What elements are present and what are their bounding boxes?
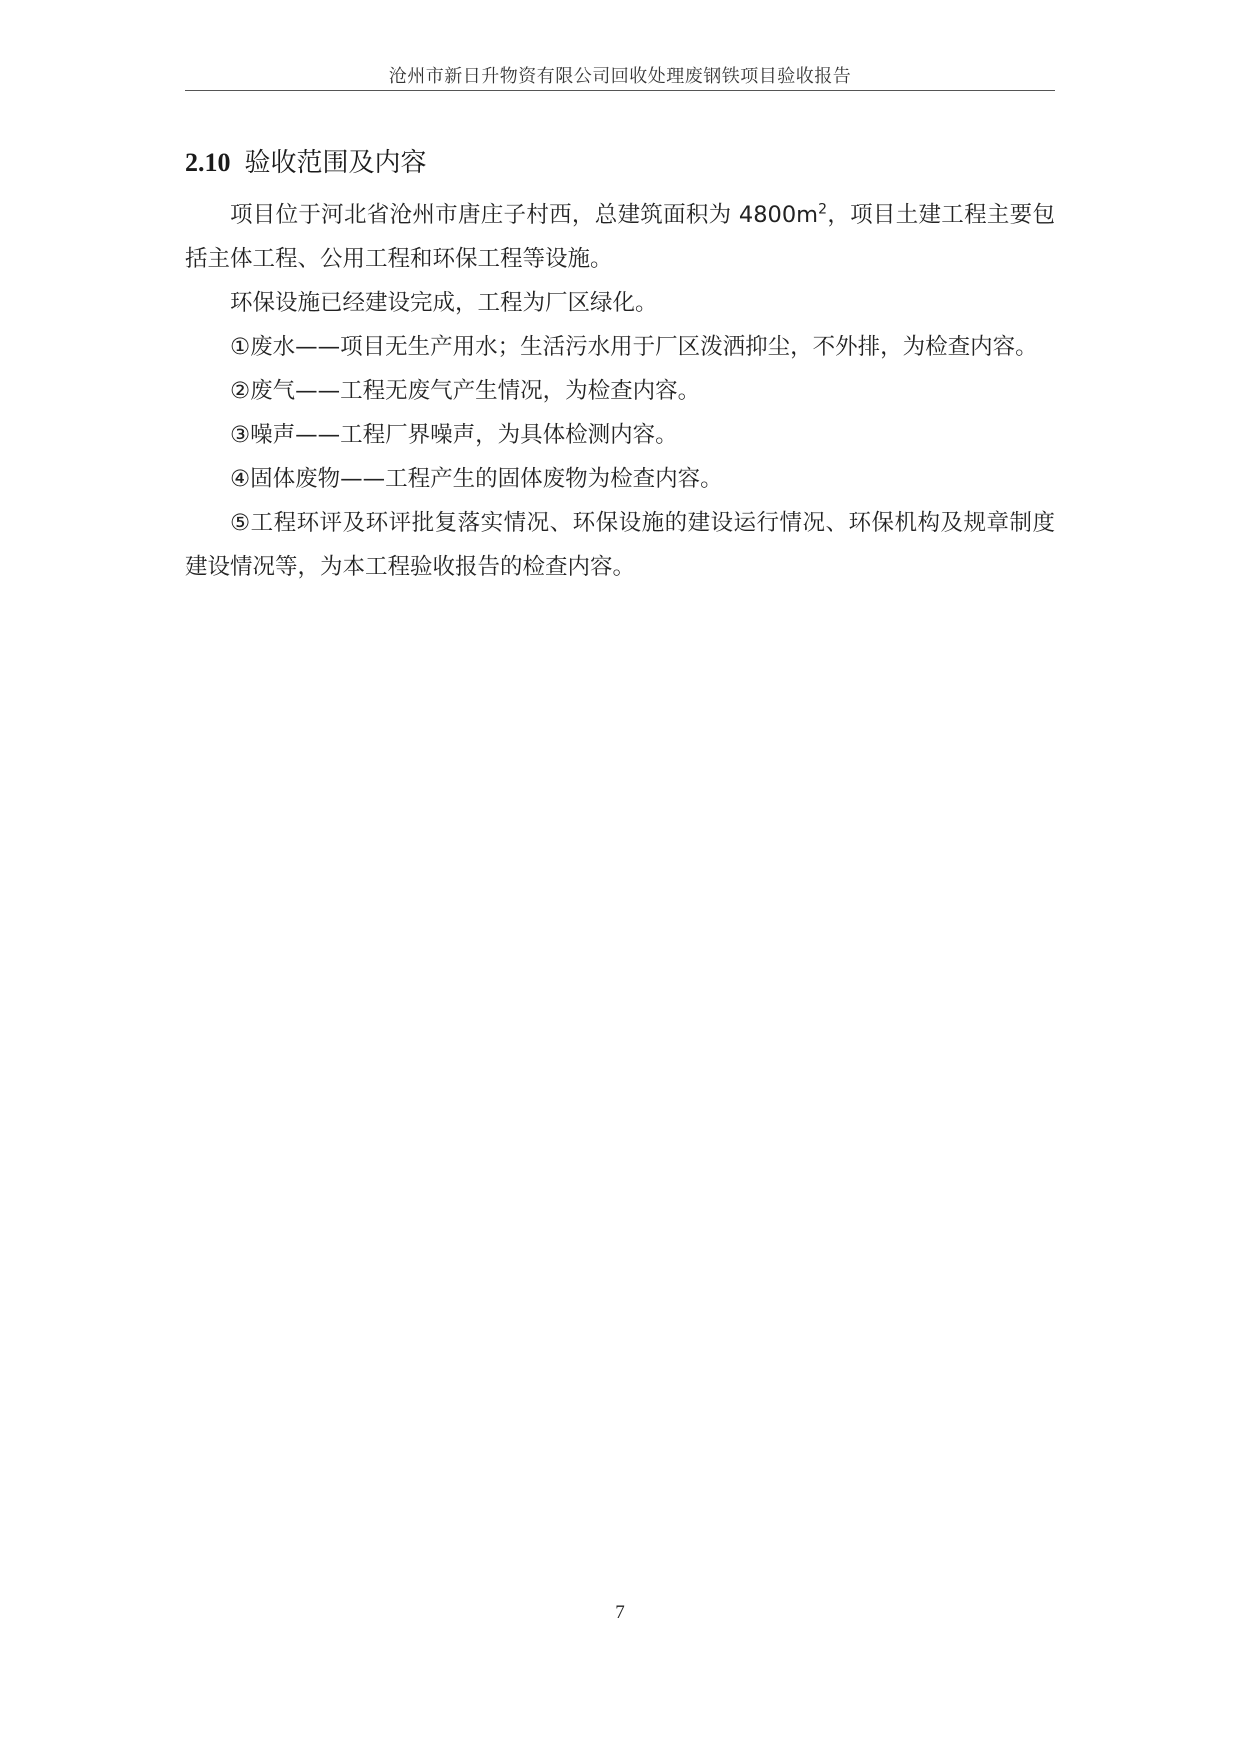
section-heading — [185, 142, 427, 179]
paragraph-noise: ③噪声——工程厂界噪声，为具体检测内容。 — [230, 422, 678, 448]
paragraph-text: 项目位于河北省沧州市唐庄子村西，总建筑面积为 4800m — [230, 202, 819, 228]
paragraph-project-location — [185, 193, 1055, 281]
header-rule — [185, 90, 1055, 91]
section-number: 2.10 — [185, 148, 231, 177]
section-title: 验收范围及内容 — [244, 148, 427, 178]
running-header: 沧州市新日升物资有限公司回收处理废钢铁项目验收报告 — [388, 66, 852, 87]
paragraph-wastewater: ①废水——项目无生产用水；生活污水用于厂区泼洒抑尘，不外排，为检查内容。 — [230, 334, 1038, 360]
area-unit-superscript: 2 — [818, 201, 828, 218]
body-text — [185, 193, 1055, 589]
paragraph-text: ，项目土建工程主要包括主体工程、公用工程和环保工程等设施。 — [185, 202, 1055, 272]
page-number: 7 — [615, 1602, 625, 1623]
paragraph-solid-waste: ④固体废物——工程产生的固体废物为检查内容。 — [230, 466, 723, 492]
paragraph-env-facilities: 环保设施已经建设完成，工程为厂区绿化。 — [230, 290, 658, 316]
paragraph-exhaust-gas: ②废气——工程无废气产生情况，为检查内容。 — [230, 378, 701, 404]
paragraph-eia-implementation: ⑤工程环评及环评批复落实情况、环保设施的建设运行情况、环保机构及规章制度建设情况等，为本工程验收报告的检查内容。 — [185, 510, 1055, 580]
